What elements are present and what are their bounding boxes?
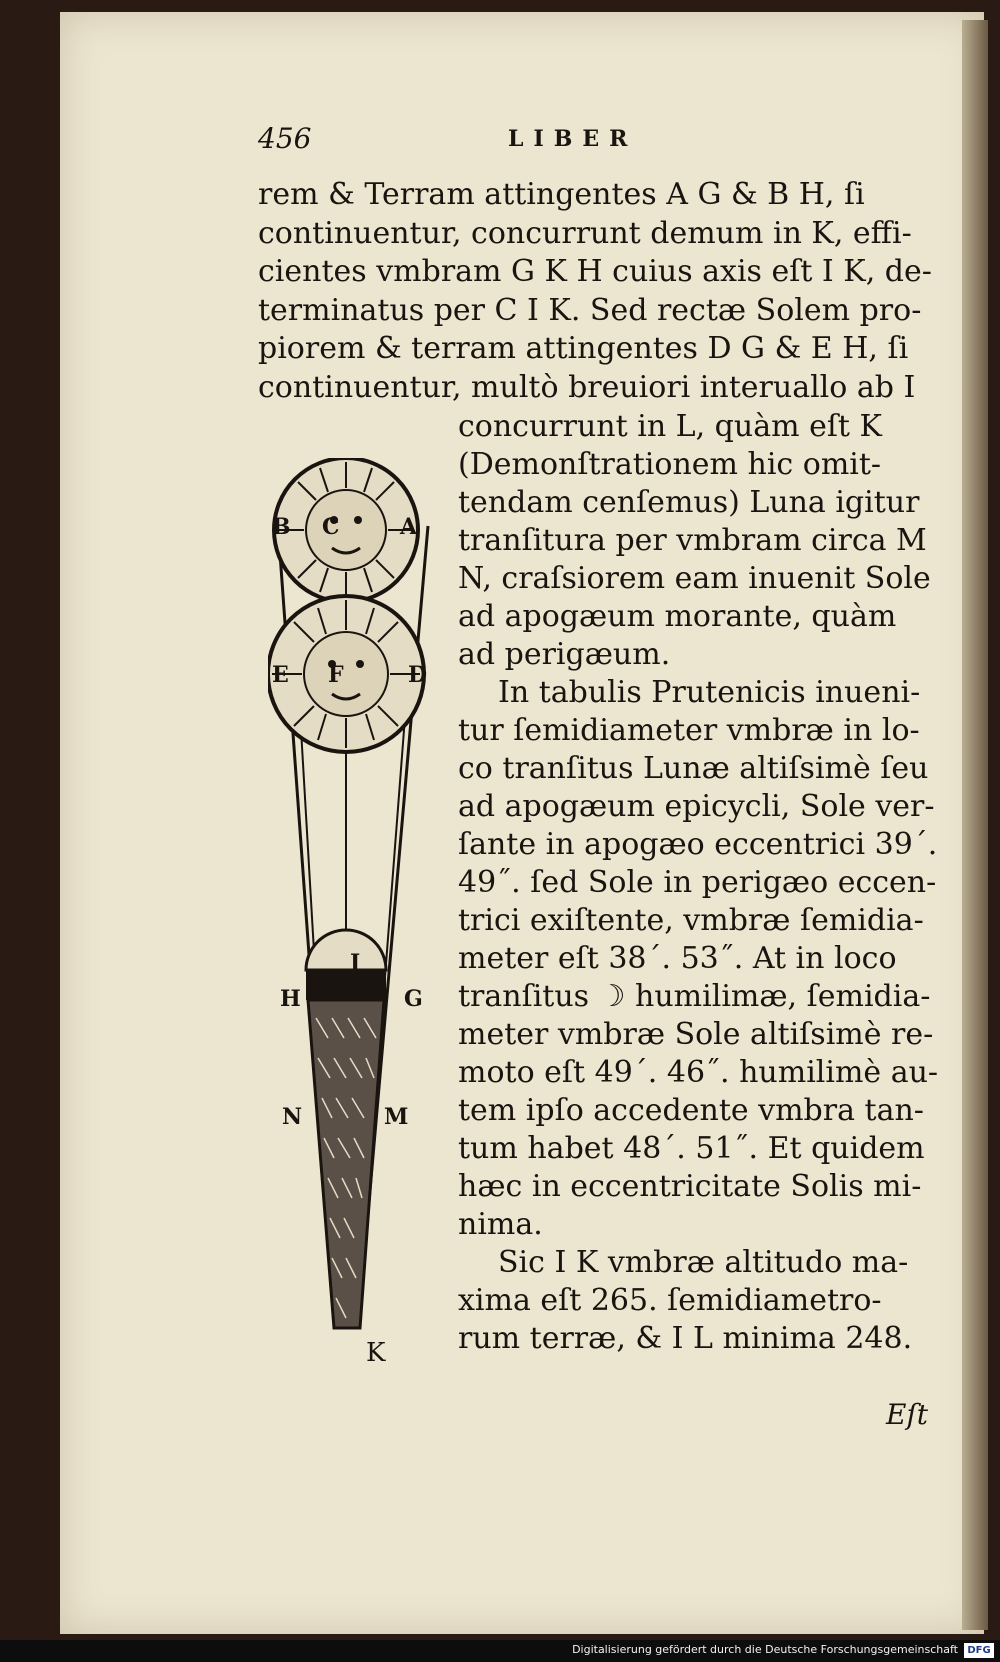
text-line: moto eſt 49´. 46˝. humilimè au- — [458, 1055, 939, 1090]
text-line: tum habet 48´. 51˝. Et quidem — [458, 1131, 925, 1166]
figure-label-k: K — [366, 1338, 386, 1368]
text-line: trici exiſtente, vmbræ ſemidia- — [458, 903, 924, 938]
woodcut-diagram — [268, 458, 458, 1370]
paragraph-narrow — [458, 408, 942, 1358]
text-line: ſante in apogæo eccentrici 39´. — [458, 827, 938, 862]
text-line: N, craſsiorem eam inuenit Sole — [458, 561, 931, 596]
funding-credit: Digitalisierung gefördert durch die Deutsche Forschungsgemeinschaft — [572, 1643, 958, 1656]
text-line: continuentur, concurrunt demum in K, effi- — [258, 215, 912, 251]
text-line: hæc in eccentricitate Solis mi- — [458, 1169, 922, 1204]
figure-label-e: E — [272, 662, 289, 688]
text-line: xima eſt 265. ſemidiametro- — [458, 1283, 882, 1318]
text-line: meter vmbræ Sole altiſsimè re- — [458, 1017, 934, 1052]
text-line: concurrunt in L, quàm eſt K — [458, 409, 882, 444]
text-line: tur ſemidiameter vmbræ in lo- — [458, 713, 920, 748]
text-line: continuentur, multò breuiori interuallo ab I — [258, 369, 916, 405]
catchword: Eſt — [886, 1398, 929, 1431]
footer-bar — [0, 1640, 1000, 1662]
text-line: ad perigæum. — [458, 637, 671, 672]
page-header — [258, 122, 938, 162]
umbra-cone — [308, 1000, 384, 1328]
text-line: In tabulis Prutenicis inueni- — [498, 675, 921, 710]
text-line: terminatus per C I K. Sed rectæ Solem pro- — [258, 292, 922, 328]
figure-label-n: N — [282, 1104, 303, 1130]
text-line: piorem & terram attingentes D G & E H, ſi — [258, 331, 909, 366]
text-line: cientes vmbram G K H cuius axis eſt I K, de- — [258, 254, 932, 289]
paragraph-full-width — [258, 176, 942, 407]
text-line: (Demonſtrationem hic omit- — [458, 447, 882, 482]
figure-label-i: I — [350, 950, 361, 976]
text-line: meter eſt 38´. 53˝. At in loco — [458, 941, 897, 976]
text-line: tranſitura per vmbram circa M — [458, 523, 927, 558]
figure-label-c: C — [322, 514, 340, 540]
text-line: co tranſitus Lunæ altiſsimè ſeu — [458, 751, 929, 786]
text-line: tendam cenſemus) Luna igitur — [458, 485, 920, 520]
text-line: ad apogæum epicycli, Sole ver- — [458, 789, 935, 824]
figure-label-b: B — [272, 514, 291, 540]
figure-label-m: M — [384, 1104, 409, 1130]
text-line: tem ipſo accedente vmbra tan- — [458, 1093, 924, 1128]
sun-apogee-icon — [274, 458, 418, 602]
running-head: LIBER — [508, 126, 638, 152]
sun-perigee-icon — [268, 596, 424, 752]
text-line: Sic I K vmbræ altitudo ma- — [498, 1245, 909, 1280]
page-number: 456 — [258, 122, 312, 155]
figure-label-a: A — [400, 514, 418, 540]
dfg-logo: DFG — [964, 1643, 994, 1658]
figure-label-d: D — [408, 662, 428, 688]
text-line: rum terræ, & I L minima 248. — [458, 1321, 913, 1356]
text-line: 49˝. ſed Sole in perigæo eccen- — [458, 865, 937, 900]
figure-label-g: G — [404, 986, 423, 1012]
text-line: ad apogæum morante, quàm — [458, 599, 897, 634]
earth-icon — [306, 930, 386, 1000]
eclipse-shadow-figure — [268, 458, 458, 1370]
text-line: nima. — [458, 1207, 543, 1242]
figure-label-h: H — [280, 986, 301, 1012]
text-line: tranſitus ☽ humilimæ, ſemidia- — [458, 979, 931, 1014]
text-line: rem & Terram attingentes A G & B H, ſi — [258, 177, 865, 212]
page-edge — [962, 20, 988, 1630]
figure-label-f: F — [328, 662, 344, 688]
